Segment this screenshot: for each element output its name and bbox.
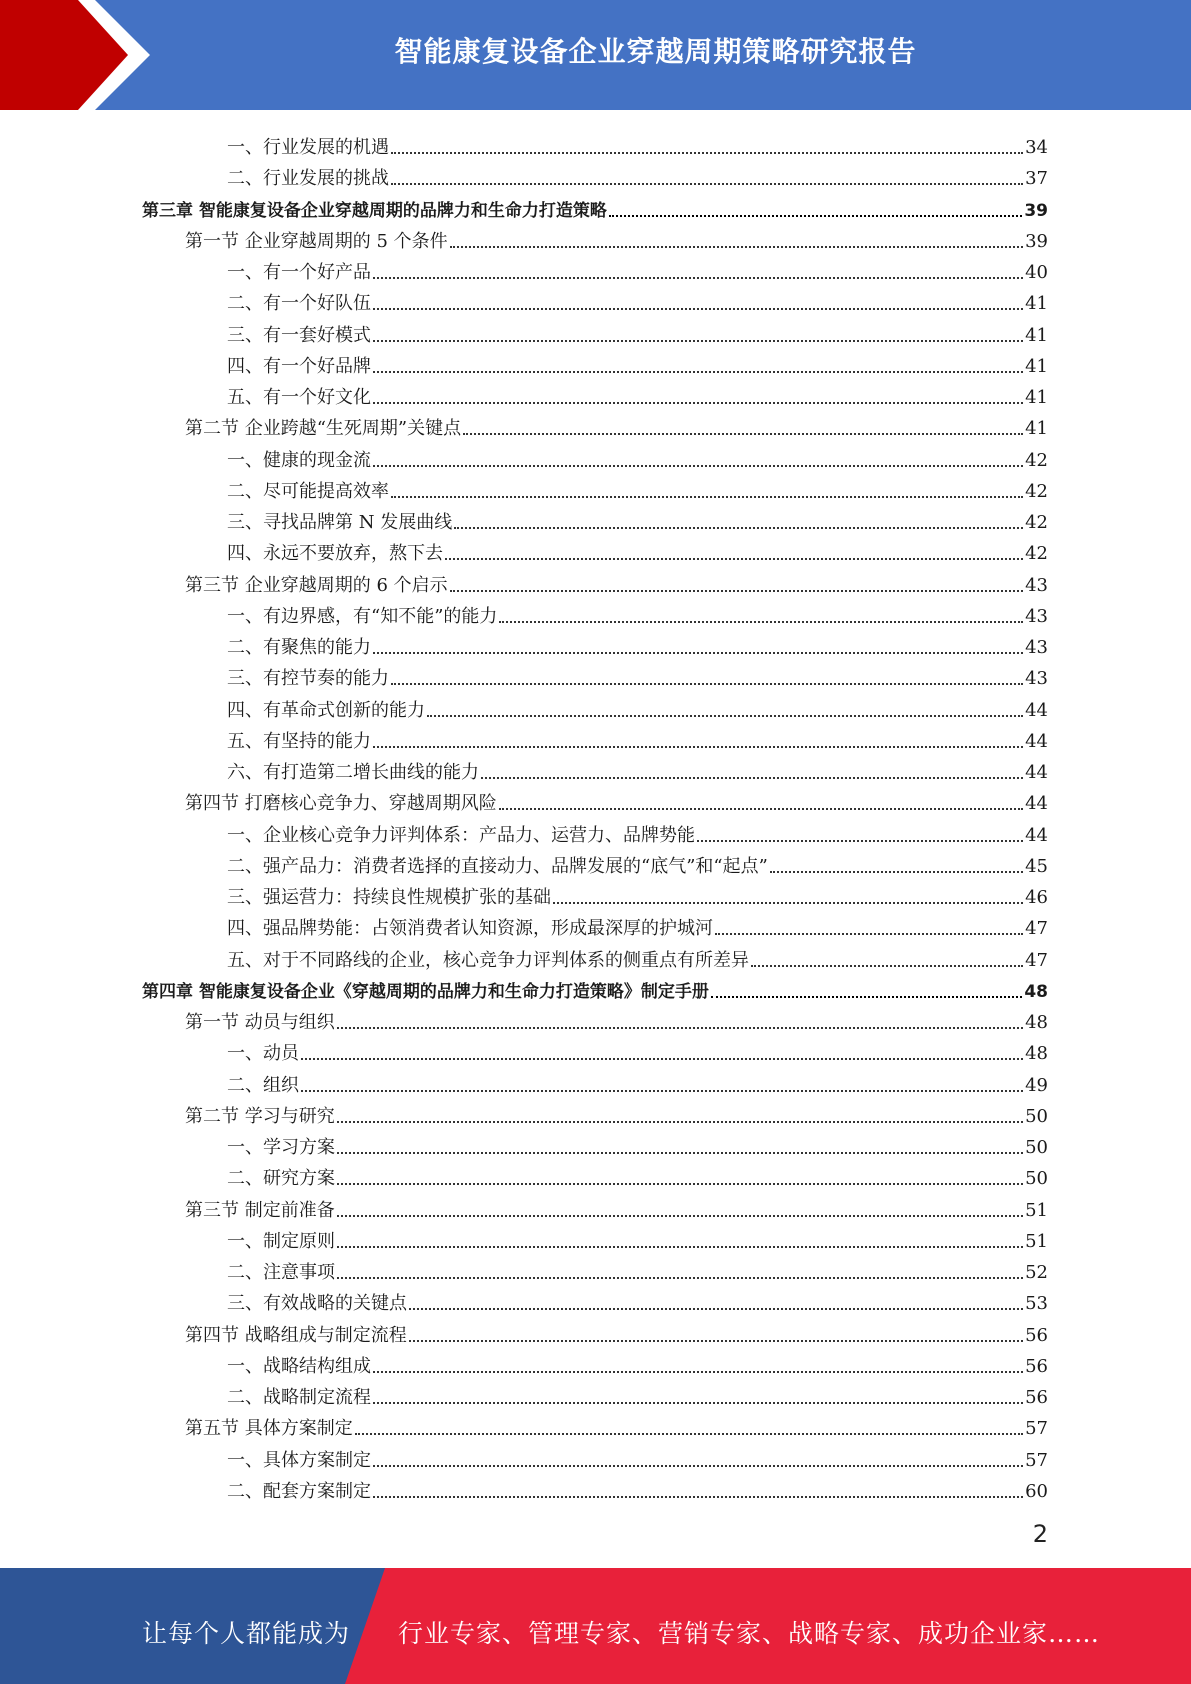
toc-entry-title: 二、配套方案制定 xyxy=(227,1480,371,1502)
toc-dot-leader xyxy=(337,1121,1023,1123)
toc-page-number: 39 xyxy=(1025,230,1048,252)
toc-subsection-entry[interactable] xyxy=(227,1378,1048,1409)
toc-entry-title: 二、强产品力：消费者选择的直接动力、品牌发展的“底气”和“起点” xyxy=(227,855,768,877)
toc-page-number: 60 xyxy=(1025,1480,1048,1502)
toc-subsection-entry[interactable] xyxy=(227,316,1048,347)
toc-entry-title: 五、对于不同路线的企业，核心竞争力评判体系的侧重点有所差异 xyxy=(227,949,749,971)
toc-dot-leader xyxy=(409,1308,1023,1310)
toc-subsection-entry[interactable] xyxy=(227,1347,1048,1378)
toc-entry-title: 二、研究方案 xyxy=(227,1168,335,1190)
toc-section-entry[interactable] xyxy=(185,1191,1048,1222)
toc-subsection-entry[interactable] xyxy=(227,1034,1048,1065)
toc-dot-leader xyxy=(751,965,1023,967)
toc-page-number: 41 xyxy=(1025,418,1048,440)
toc-entry-title: 一、学习方案 xyxy=(227,1137,335,1158)
toc-entry-title: 第二节 学习与研究 xyxy=(185,1105,335,1127)
toc-page-number: 44 xyxy=(1025,762,1048,783)
toc-entry-title: 第三章 智能康复设备企业穿越周期的品牌力和生命力打造策略 xyxy=(142,200,607,221)
toc-entry-title: 一、企业核心竞争力评判体系：产品力、运营力、品牌势能 xyxy=(227,824,695,846)
toc-entry-title: 一、动员 xyxy=(227,1043,299,1065)
toc-page-number: 46 xyxy=(1025,887,1048,908)
toc-dot-leader xyxy=(337,1152,1023,1154)
toc-page-number: 44 xyxy=(1025,793,1048,815)
toc-entry-title: 第四节 战略组成与制定流程 xyxy=(185,1324,407,1346)
toc-subsection-entry[interactable] xyxy=(227,128,1048,159)
toc-dot-leader xyxy=(355,1433,1023,1435)
toc-page-number: 47 xyxy=(1025,949,1048,971)
toc-entry-title: 四、有革命式创新的能力 xyxy=(227,699,425,721)
toc-dot-leader xyxy=(427,715,1023,717)
toc-page-number: 43 xyxy=(1025,637,1048,658)
toc-entry-title: 一、有一个好产品 xyxy=(227,262,371,283)
toc-page-number: 43 xyxy=(1025,574,1048,596)
toc-page-number: 49 xyxy=(1025,1074,1048,1096)
toc-entry-title: 三、寻找品牌第 N 发展曲线 xyxy=(227,512,453,533)
toc-page-number: 51 xyxy=(1025,1230,1048,1252)
toc-page-number: 42 xyxy=(1025,449,1048,471)
toc-subsection-entry[interactable] xyxy=(227,1222,1048,1253)
toc-dot-leader xyxy=(373,340,1023,342)
toc-page-number: 39 xyxy=(1024,200,1048,221)
toc-subsection-entry[interactable] xyxy=(227,691,1048,722)
toc-entry-title: 一、有边界感，有“知不能”的能力 xyxy=(227,605,498,627)
toc-dot-leader xyxy=(409,1340,1023,1342)
toc-subsection-entry[interactable] xyxy=(227,1472,1048,1503)
toc-entry-title: 第三节 制定前准备 xyxy=(185,1199,335,1221)
toc-dot-leader xyxy=(499,808,1023,810)
toc-subsection-entry[interactable] xyxy=(227,378,1048,409)
toc-entry-title: 六、有打造第二增长曲线的能力 xyxy=(227,762,479,783)
toc-page-number: 44 xyxy=(1025,730,1048,752)
toc-dot-leader xyxy=(450,590,1023,592)
toc-entry-title: 三、有一套好模式 xyxy=(227,324,371,346)
toc-subsection-entry[interactable] xyxy=(227,722,1048,753)
toc-section-entry[interactable] xyxy=(185,1409,1048,1440)
toc-subsection-entry[interactable] xyxy=(227,847,1048,878)
toc-dot-leader xyxy=(373,402,1023,404)
toc-section-entry[interactable] xyxy=(185,409,1048,440)
toc-subsection-entry[interactable] xyxy=(227,253,1048,284)
toc-subsection-entry[interactable] xyxy=(227,753,1048,784)
toc-entry-title: 二、有聚焦的能力 xyxy=(227,637,371,658)
toc-dot-leader xyxy=(770,871,1023,873)
toc-page-number: 41 xyxy=(1025,293,1048,315)
toc-subsection-entry[interactable] xyxy=(227,597,1048,628)
toc-subsection-entry[interactable] xyxy=(227,347,1048,378)
toc-dot-leader xyxy=(391,683,1023,685)
toc-page-number: 56 xyxy=(1025,1387,1048,1408)
toc-page-number: 48 xyxy=(1025,1012,1048,1033)
toc-subsection-entry[interactable] xyxy=(227,472,1048,503)
toc-dot-leader xyxy=(301,1090,1023,1092)
toc-dot-leader xyxy=(337,1027,1023,1029)
toc-page-number: 48 xyxy=(1024,981,1048,1002)
toc-page-number: 50 xyxy=(1025,1137,1048,1158)
toc-entry-title: 第一节 企业穿越周期的 5 个条件 xyxy=(185,230,448,252)
toc-dot-leader xyxy=(499,621,1023,623)
toc-subsection-entry[interactable] xyxy=(227,503,1048,534)
toc-dot-leader xyxy=(715,933,1023,935)
toc-entry-title: 四、强品牌势能：占领消费者认知资源，形成最深厚的护城河 xyxy=(227,918,713,940)
toc-entry-title: 第三节 企业穿越周期的 6 个启示 xyxy=(185,574,448,596)
toc-chapter-entry[interactable] xyxy=(142,972,1048,1003)
toc-section-entry[interactable] xyxy=(185,784,1048,815)
toc-page-number: 57 xyxy=(1025,1449,1048,1471)
toc-page-number: 42 xyxy=(1025,543,1048,565)
toc-subsection-entry[interactable] xyxy=(227,441,1048,472)
toc-page-number: 44 xyxy=(1025,699,1048,721)
toc-dot-leader xyxy=(373,308,1023,310)
toc-page-number: 41 xyxy=(1025,387,1048,408)
page-footer xyxy=(0,1568,1191,1684)
toc-entry-title: 二、尽可能提高效率 xyxy=(227,480,389,502)
toc-dot-leader xyxy=(391,496,1023,498)
toc-entry-title: 五、有坚持的能力 xyxy=(227,730,371,752)
toc-dot-leader xyxy=(711,996,1022,998)
toc-subsection-entry[interactable] xyxy=(227,534,1048,565)
toc-dot-leader xyxy=(337,1246,1023,1248)
toc-page-number: 47 xyxy=(1025,918,1048,940)
toc-dot-leader xyxy=(697,840,1023,842)
toc-dot-leader xyxy=(373,652,1023,654)
toc-page-number: 42 xyxy=(1025,480,1048,502)
footer-slogan-left: 让每个人都能成为 xyxy=(142,1619,351,1648)
toc-dot-leader xyxy=(373,1465,1023,1467)
toc-dot-leader xyxy=(373,1371,1023,1373)
toc-entry-title: 一、行业发展的机遇 xyxy=(227,137,389,158)
toc-entry-title: 一、制定原则 xyxy=(227,1230,335,1252)
toc-dot-leader xyxy=(450,246,1023,248)
toc-page-number: 41 xyxy=(1025,324,1048,346)
toc-section-entry[interactable] xyxy=(185,1097,1048,1128)
toc-subsection-entry[interactable] xyxy=(227,1159,1048,1190)
toc-entry-title: 二、有一个好队伍 xyxy=(227,293,371,315)
toc-subsection-entry[interactable] xyxy=(227,1128,1048,1159)
toc-dot-leader xyxy=(391,183,1023,185)
page-header xyxy=(0,0,1191,110)
footer-slogan-right: 行业专家、管理专家、营销专家、战略专家、成功企业家…… xyxy=(398,1619,1101,1648)
toc-subsection-entry[interactable] xyxy=(227,659,1048,690)
toc-page-number: 52 xyxy=(1025,1262,1048,1283)
toc-section-entry[interactable] xyxy=(185,1003,1048,1034)
toc-page-number: 57 xyxy=(1025,1418,1048,1440)
toc-dot-leader xyxy=(463,433,1023,435)
toc-subsection-entry[interactable] xyxy=(227,1284,1048,1315)
toc-dot-leader xyxy=(373,465,1023,467)
toc-page-number: 37 xyxy=(1025,168,1048,190)
toc-subsection-entry[interactable] xyxy=(227,159,1048,190)
toc-entry-title: 第一节 动员与组织 xyxy=(185,1012,335,1033)
toc-page-number: 56 xyxy=(1025,1355,1048,1377)
toc-page-number: 44 xyxy=(1025,824,1048,846)
toc-entry-title: 二、注意事项 xyxy=(227,1262,335,1283)
toc-section-entry[interactable] xyxy=(185,1316,1048,1347)
toc-subsection-entry[interactable] xyxy=(227,284,1048,315)
toc-entry-title: 四、有一个好品牌 xyxy=(227,355,371,377)
toc-dot-leader xyxy=(481,777,1023,779)
toc-entry-title: 一、健康的现金流 xyxy=(227,449,371,471)
toc-entry-title: 三、强运营力：持续良性规模扩张的基础 xyxy=(227,887,551,908)
toc-dot-leader xyxy=(373,371,1023,373)
toc-subsection-entry[interactable] xyxy=(227,878,1048,909)
toc-page-number: 48 xyxy=(1025,1043,1048,1065)
toc-section-entry[interactable] xyxy=(185,222,1048,253)
toc-page-number: 43 xyxy=(1025,668,1048,690)
toc-page-number: 51 xyxy=(1025,1199,1048,1221)
toc-subsection-entry[interactable] xyxy=(227,1066,1048,1097)
toc-dot-leader xyxy=(609,215,1022,217)
toc-entry-title: 二、行业发展的挑战 xyxy=(227,168,389,190)
toc-dot-leader xyxy=(373,1496,1023,1498)
toc-subsection-entry[interactable] xyxy=(227,1253,1048,1284)
toc-dot-leader xyxy=(445,558,1023,560)
toc-entry-title: 二、战略制定流程 xyxy=(227,1387,371,1408)
toc-section-entry[interactable] xyxy=(185,566,1048,597)
toc-dot-leader xyxy=(373,746,1023,748)
header-arrow-decoration xyxy=(0,0,160,110)
toc-page-number: 34 xyxy=(1025,137,1048,158)
toc-page-number: 50 xyxy=(1025,1168,1048,1190)
toc-entry-title: 第四章 智能康复设备企业《穿越周期的品牌力和生命力打造策略》制定手册 xyxy=(142,981,709,1002)
toc-dot-leader xyxy=(373,277,1023,279)
page-number: 2 xyxy=(1032,1520,1048,1548)
toc-page-number: 42 xyxy=(1025,512,1048,533)
toc-subsection-entry[interactable] xyxy=(227,941,1048,972)
toc-page-number: 43 xyxy=(1025,605,1048,627)
toc-dot-leader xyxy=(373,1402,1023,1404)
toc-entry-title: 一、战略结构组成 xyxy=(227,1355,371,1377)
toc-dot-leader xyxy=(454,527,1023,529)
toc-entry-title: 五、有一个好文化 xyxy=(227,387,371,408)
toc-page-number: 56 xyxy=(1025,1324,1048,1346)
report-title: 智能康复设备企业穿越周期策略研究报告 xyxy=(394,35,917,68)
toc-subsection-entry[interactable] xyxy=(227,628,1048,659)
toc-dot-leader xyxy=(337,1215,1023,1217)
toc-entry-title: 一、具体方案制定 xyxy=(227,1449,371,1471)
toc-entry-title: 三、有效战略的关键点 xyxy=(227,1293,407,1315)
toc-entry-title: 第五节 具体方案制定 xyxy=(185,1418,353,1440)
toc-page-number: 40 xyxy=(1025,262,1048,283)
toc-subsection-entry[interactable] xyxy=(227,1441,1048,1472)
toc-subsection-entry[interactable] xyxy=(227,909,1048,940)
toc-dot-leader xyxy=(553,902,1023,904)
toc-subsection-entry[interactable] xyxy=(227,816,1048,847)
toc-page-number: 53 xyxy=(1025,1293,1048,1315)
toc-entry-title: 四、永远不要放弃，熬下去 xyxy=(227,543,443,565)
toc-entry-title: 三、有控节奏的能力 xyxy=(227,668,389,690)
toc-dot-leader xyxy=(301,1058,1023,1060)
toc-entry-title: 二、组织 xyxy=(227,1074,299,1096)
toc-page-number: 45 xyxy=(1025,855,1048,877)
toc-page-number: 41 xyxy=(1025,355,1048,377)
toc-entry-title: 第四节 打磨核心竞争力、穿越周期风险 xyxy=(185,793,497,815)
toc-dot-leader xyxy=(337,1183,1023,1185)
toc-page-number: 50 xyxy=(1025,1105,1048,1127)
toc-dot-leader xyxy=(391,152,1023,154)
toc-chapter-entry[interactable] xyxy=(142,191,1048,222)
toc-dot-leader xyxy=(337,1277,1023,1279)
toc-entry-title: 第二节 企业跨越“生死周期”关键点 xyxy=(185,418,462,440)
